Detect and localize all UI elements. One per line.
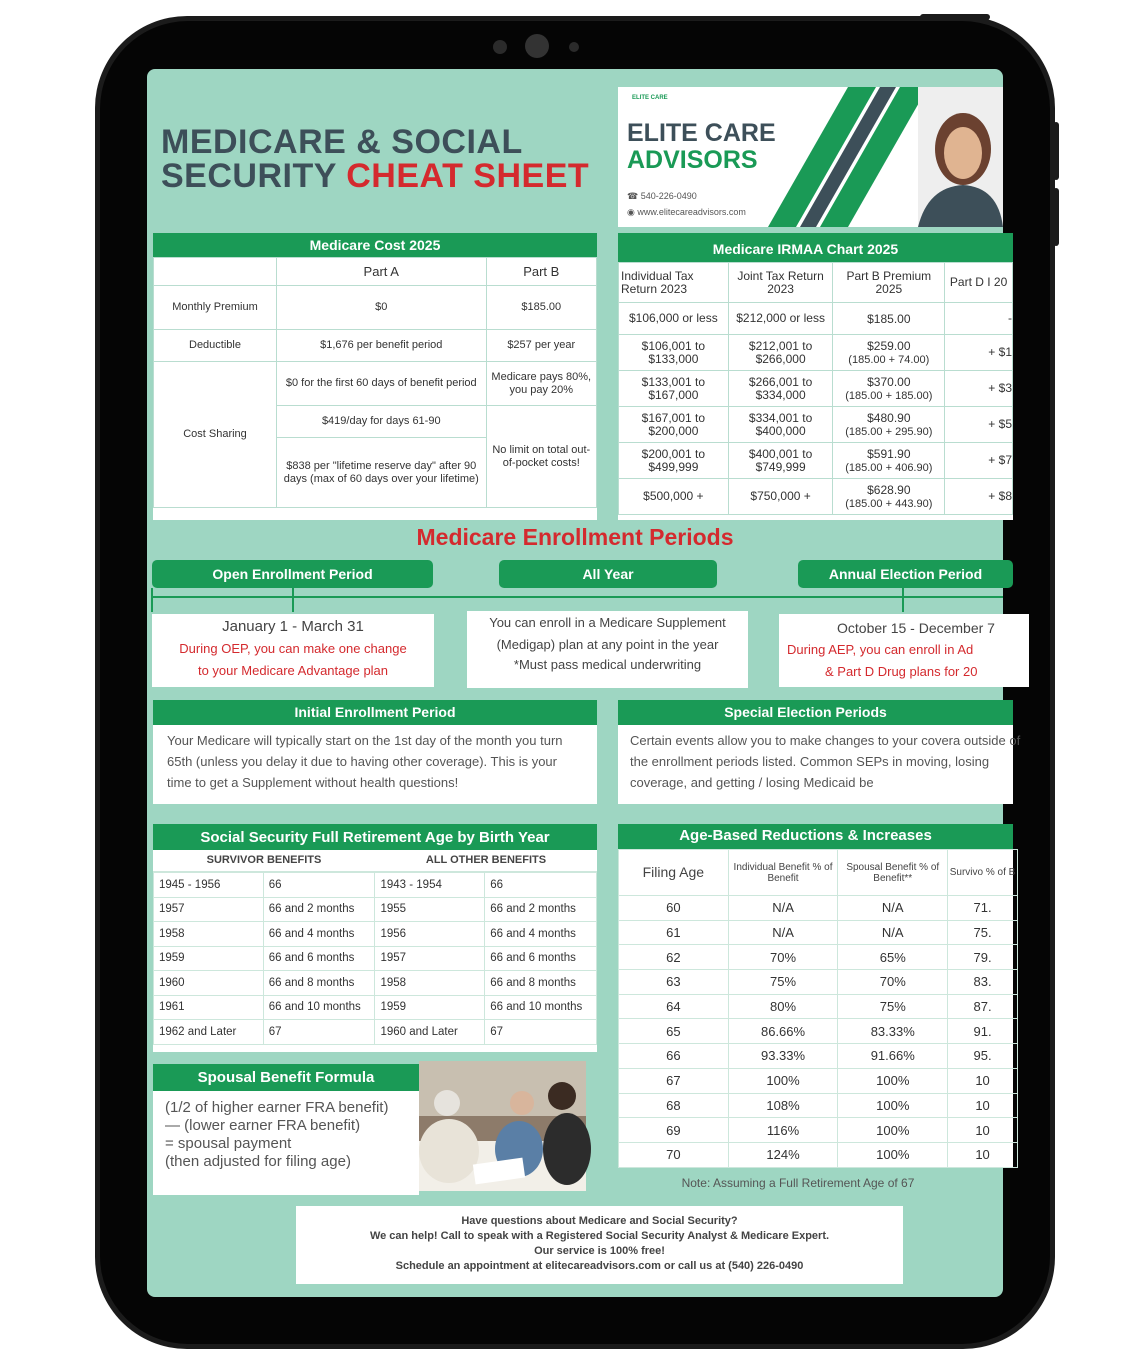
ss-cell: 66 and 4 months <box>263 922 375 947</box>
age-table <box>618 849 1018 1168</box>
ss-card <box>153 824 597 1052</box>
irmaa-premium-value: $370.00 <box>867 374 911 389</box>
ss-cell: 66 <box>263 873 375 898</box>
medicare-cost-card <box>153 233 597 520</box>
phone-row: ☎ 540-226-0490 <box>627 191 697 201</box>
age-header-row <box>619 850 1018 896</box>
ss-cell: 1962 and Later <box>154 1020 264 1045</box>
age-cell: 83.33% <box>838 1019 948 1044</box>
footer-line-2: We can help! Call to speak with a Registered Social Security Analyst & Medicare Expert. <box>369 1230 830 1242</box>
irmaa-part-d: + $1 <box>945 335 1013 371</box>
age-cell: 66 <box>619 1044 729 1069</box>
sep-card <box>618 700 1021 804</box>
ss-cell: 66 and 10 months <box>263 995 375 1020</box>
cell: $0 for the first 60 days of benefit period <box>277 362 487 406</box>
irmaa-premium-value: $591.90 <box>867 446 911 461</box>
ss-cell: 1958 <box>375 971 485 996</box>
age-cell: 100% <box>838 1118 948 1143</box>
irmaa-part-d: + $3 <box>945 371 1013 407</box>
age-cell: 64 <box>619 994 729 1019</box>
ss-cell: 1958 <box>154 922 264 947</box>
age-cell: 100% <box>838 1142 948 1167</box>
age-cell: 65 <box>619 1019 729 1044</box>
ss-row <box>154 1020 597 1045</box>
irmaa-premium-value: $185.00 <box>867 311 911 326</box>
age-cell: 100% <box>838 1093 948 1118</box>
footer-cta <box>296 1206 903 1284</box>
web-row: ◉ www.elitecareadvisors.com <box>627 207 746 217</box>
footer-line-4: Schedule an appointment at elitecareadvisors.com or call us at (540) 226-0490 <box>395 1260 804 1272</box>
oep-box <box>152 614 434 687</box>
ss-cell: 1957 <box>154 897 264 922</box>
flash-icon <box>569 42 579 52</box>
ss-row <box>154 897 597 922</box>
footer-line-3: Our service is 100% free! <box>534 1245 665 1257</box>
age-cell: 71. <box>948 896 1018 921</box>
age-cell: 62 <box>619 945 729 970</box>
age-cell: 75% <box>728 970 838 995</box>
ss-cell: 1959 <box>375 995 485 1020</box>
ss-cell: 66 and 6 months <box>485 946 597 971</box>
age-note: Note: Assuming a Full Retirement Age of 67 <box>681 1176 915 1190</box>
age-header: Spousal Benefit % of Benefit** <box>838 850 948 896</box>
ay-line-3: *Must pass medical underwriting <box>513 657 702 672</box>
ss-row <box>154 946 597 971</box>
irmaa-header: Part B Premium 2025 <box>833 263 945 303</box>
age-row <box>619 994 1018 1019</box>
brand-name-2: ADVISORS <box>627 146 758 174</box>
enrollment-title: Medicare Enrollment Periods <box>416 524 734 550</box>
ay-line-1: You can enroll in a Medicare Supplement <box>489 615 726 630</box>
medicare-cost-table <box>153 257 597 508</box>
ss-cell: 66 and 8 months <box>263 971 375 996</box>
irmaa-joint: $334,001 to $400,000 <box>728 407 833 443</box>
all-year-box <box>467 611 748 688</box>
age-cell: 116% <box>728 1118 838 1143</box>
age-row <box>619 1093 1018 1118</box>
age-card <box>618 824 1016 1167</box>
irmaa-premium-breakdown: (185.00 + 185.00) <box>845 389 933 402</box>
irmaa-joint: $266,001 to $334,000 <box>728 371 833 407</box>
cell: $1,676 per benefit period <box>277 330 487 362</box>
formula-line-3: = spousal payment <box>165 1135 292 1152</box>
irmaa-premium <box>833 479 945 515</box>
age-row <box>619 1068 1018 1093</box>
cell: No limit on total out-of-pocket costs! <box>486 406 596 508</box>
irmaa-title: Medicare IRMAA Chart 2025 <box>618 233 1013 262</box>
ss-row <box>154 922 597 947</box>
irmaa-individual: $200,001 to $499,999 <box>619 443 729 479</box>
age-cell: 65% <box>838 945 948 970</box>
ss-cell: 66 and 8 months <box>485 971 597 996</box>
ss-cell: 1960 <box>154 971 264 996</box>
irmaa-premium <box>833 371 945 407</box>
age-cell: 100% <box>838 1068 948 1093</box>
irmaa-table <box>618 262 1013 515</box>
ss-cell: 1957 <box>375 946 485 971</box>
timeline-connector <box>147 588 1003 613</box>
age-cell: 60 <box>619 896 729 921</box>
aep-date: October 15 - December 7 <box>837 620 995 636</box>
volume-down-button <box>1053 188 1059 246</box>
irmaa-premium-breakdown: (185.00 + 74.00) <box>848 353 930 366</box>
age-header: Survivo % of B <box>948 850 1018 896</box>
ss-cell: 66 <box>485 873 597 898</box>
survivor-header: SURVIVOR BENEFITS <box>206 854 322 866</box>
irmaa-part-d: + $7 <box>945 443 1013 479</box>
ss-cell: 67 <box>485 1020 597 1045</box>
age-cell: 91. <box>948 1019 1018 1044</box>
irmaa-premium <box>833 443 945 479</box>
title-line-2: SECURITY CHEAT SHEET <box>161 157 590 195</box>
brand-banner <box>618 87 1003 227</box>
irmaa-individual: $106,000 or less <box>619 303 729 335</box>
irmaa-individual: $500,000 + <box>619 479 729 515</box>
age-cell: 70 <box>619 1142 729 1167</box>
irmaa-header: Joint Tax Return 2023 <box>728 263 833 303</box>
irmaa-individual: $167,001 to $200,000 <box>619 407 729 443</box>
globe-icon: ◉ <box>627 207 635 217</box>
formula-line-1: (1/2 of higher earner FRA benefit) <box>165 1099 389 1116</box>
ss-cell: 67 <box>263 1020 375 1045</box>
irmaa-individual: $106,001 to $133,000 <box>619 335 729 371</box>
oep-line-1: During OEP, you can make one change <box>179 641 407 656</box>
irmaa-premium-breakdown: (185.00 + 295.90) <box>845 425 933 438</box>
age-cell: 124% <box>728 1142 838 1167</box>
irmaa-joint: $212,000 or less <box>728 303 833 335</box>
irmaa-part-d: - <box>945 303 1013 335</box>
other-header: ALL OTHER BENEFITS <box>425 854 547 866</box>
document-screen <box>147 69 1021 1297</box>
age-row <box>619 1118 1018 1143</box>
ss-title: Social Security Full Retirement Age by Birth Year <box>153 824 597 850</box>
age-cell: 70% <box>728 945 838 970</box>
ss-cell: 1956 <box>375 922 485 947</box>
ss-cell: 66 and 6 months <box>263 946 375 971</box>
brand-stripes <box>768 87 1003 227</box>
irmaa-premium-breakdown: (185.00 + 443.90) <box>845 497 933 510</box>
phone-icon: ☎ <box>627 191 639 201</box>
sensor-dot-icon <box>493 40 507 54</box>
irmaa-header: Part D I 20 <box>945 263 1013 303</box>
age-row <box>619 1044 1018 1069</box>
sep-title: Special Election Periods <box>618 700 1013 725</box>
age-cell: 67 <box>619 1068 729 1093</box>
cell: $0 <box>277 286 487 330</box>
cell: $419/day for days 61-90 <box>277 406 487 438</box>
cell: $838 per "lifetime reserve day" after 90 days (max of 60 days over your lifetime) <box>277 438 487 508</box>
row-label: Monthly Premium <box>154 286 277 330</box>
all-year-pill: All Year <box>499 560 717 588</box>
oep-date: January 1 - March 31 <box>222 618 364 635</box>
ss-cell: 1961 <box>154 995 264 1020</box>
title-line-1: MEDICARE & SOCIAL <box>161 123 523 161</box>
ss-subheaders <box>153 850 597 872</box>
iep-card <box>153 700 597 804</box>
consultation-photo <box>419 1061 586 1191</box>
irmaa-header: Individual Tax Return 2023 <box>619 263 729 303</box>
irmaa-card <box>618 233 1013 520</box>
medicare-cost-title: Medicare Cost 2025 <box>153 233 597 257</box>
col-part-b: Part B <box>486 258 596 286</box>
irmaa-premium-value: $480.90 <box>867 410 911 425</box>
age-cell: N/A <box>838 896 948 921</box>
age-cell: 87. <box>948 994 1018 1019</box>
age-cell: 10 <box>948 1068 1018 1093</box>
spousal-title: Spousal Benefit Formula <box>153 1064 419 1091</box>
camera-icon <box>525 34 549 58</box>
spousal-card <box>153 1064 419 1195</box>
age-cell: 100% <box>728 1068 838 1093</box>
irmaa-joint: $212,001 to $266,000 <box>728 335 833 371</box>
ss-row <box>154 995 597 1020</box>
irmaa-row <box>619 443 1013 479</box>
ss-row <box>154 873 597 898</box>
age-cell: 70% <box>838 970 948 995</box>
irmaa-premium <box>833 407 945 443</box>
irmaa-premium <box>833 335 945 371</box>
brand-logo: ELITE CARE <box>632 95 668 101</box>
ss-cell: 1955 <box>375 897 485 922</box>
ss-cell: 66 and 10 months <box>485 995 597 1020</box>
ss-cell: 1959 <box>154 946 264 971</box>
ss-row <box>154 971 597 996</box>
age-cell: 79. <box>948 945 1018 970</box>
age-row <box>619 1142 1018 1167</box>
age-cell: 61 <box>619 920 729 945</box>
irmaa-joint: $400,001 to $749,999 <box>728 443 833 479</box>
aep-pill: Annual Election Period <box>798 560 1013 588</box>
age-cell: 108% <box>728 1093 838 1118</box>
irmaa-row <box>619 479 1013 515</box>
age-cell: 69 <box>619 1118 729 1143</box>
age-row <box>619 920 1018 945</box>
spousal-formula <box>153 1091 419 1179</box>
irmaa-premium <box>833 303 945 335</box>
age-row <box>619 1019 1018 1044</box>
iep-title: Initial Enrollment Period <box>153 700 597 725</box>
power-button <box>920 14 990 20</box>
irmaa-premium-value: $628.90 <box>867 482 911 497</box>
age-cell: N/A <box>728 920 838 945</box>
irmaa-part-d: + $8 <box>945 479 1013 515</box>
ss-cell: 66 and 2 months <box>263 897 375 922</box>
ss-cell: 1960 and Later <box>375 1020 485 1045</box>
col-part-a: Part A <box>277 258 487 286</box>
irmaa-part-d: + $5 <box>945 407 1013 443</box>
irmaa-row <box>619 303 1013 335</box>
age-cell: 80% <box>728 994 838 1019</box>
age-header: Filing Age <box>619 850 729 896</box>
row-label: Deductible <box>154 330 277 362</box>
age-cell: 91.66% <box>838 1044 948 1069</box>
ss-cell: 66 and 2 months <box>485 897 597 922</box>
ss-cell: 1943 - 1954 <box>375 873 485 898</box>
ss-table <box>153 872 597 1045</box>
age-cell: N/A <box>838 920 948 945</box>
age-cell: 86.66% <box>728 1019 838 1044</box>
age-cell: 93.33% <box>728 1044 838 1069</box>
age-header: Individual Benefit % of Benefit <box>728 850 838 896</box>
sep-text: Certain events allow you to make changes to your covera outside of the enrollment periods listed. Common SEPs in moving, losing coverage, and getting / losing Medicaid be <box>630 733 1021 790</box>
age-row <box>619 945 1018 970</box>
aep-box <box>779 614 1029 687</box>
age-row <box>619 970 1018 995</box>
cell: Medicare pays 80%, you pay 20% <box>486 362 596 406</box>
age-cell: 75% <box>838 994 948 1019</box>
footer-line-1: Have questions about Medicare and Social Security? <box>461 1215 738 1227</box>
brand-name-1: ELITE CARE <box>627 119 776 147</box>
age-cell: 83. <box>948 970 1018 995</box>
age-cell: 10 <box>948 1093 1018 1118</box>
ay-line-2: (Medigap) plan at any point in the year <box>496 637 719 652</box>
age-cell: 10 <box>948 1118 1018 1143</box>
formula-line-4: (then adjusted for filing age) <box>165 1153 351 1170</box>
age-cell: 63 <box>619 970 729 995</box>
age-cell: N/A <box>728 896 838 921</box>
age-cell: 10 <box>948 1142 1018 1167</box>
irmaa-joint: $750,000 + <box>728 479 833 515</box>
age-title: Age-Based Reductions & Increases <box>618 824 1013 849</box>
irmaa-individual: $133,001 to $167,000 <box>619 371 729 407</box>
age-cell: 68 <box>619 1093 729 1118</box>
iep-text: Your Medicare will typically start on the 1st day of the month you turn 65th (unless you delay it due to having other coverage). This is your time to get a Supplement without health questions! <box>167 733 563 790</box>
age-cell: 95. <box>948 1044 1018 1069</box>
formula-line-2: — (lower earner FRA benefit) <box>165 1117 361 1134</box>
ss-cell: 66 and 4 months <box>485 922 597 947</box>
oep-pill: Open Enrollment Period <box>152 560 433 588</box>
aep-line-2: & Part D Drug plans for 20 <box>825 664 978 679</box>
ss-cell: 1945 - 1956 <box>154 873 264 898</box>
age-cell: 75. <box>948 920 1018 945</box>
volume-up-button <box>1053 122 1059 180</box>
cell: $185.00 <box>486 286 596 330</box>
irmaa-premium-value: $259.00 <box>867 338 911 353</box>
age-row <box>619 896 1018 921</box>
irmaa-row <box>619 335 1013 371</box>
aep-line-1: During AEP, you can enroll in Ad <box>787 642 974 657</box>
irmaa-premium-breakdown: (185.00 + 406.90) <box>845 461 933 474</box>
cell: $257 per year <box>486 330 596 362</box>
irmaa-row <box>619 371 1013 407</box>
row-label: Cost Sharing <box>154 362 277 508</box>
oep-line-2: to your Medicare Advantage plan <box>197 663 389 678</box>
irmaa-row <box>619 407 1013 443</box>
